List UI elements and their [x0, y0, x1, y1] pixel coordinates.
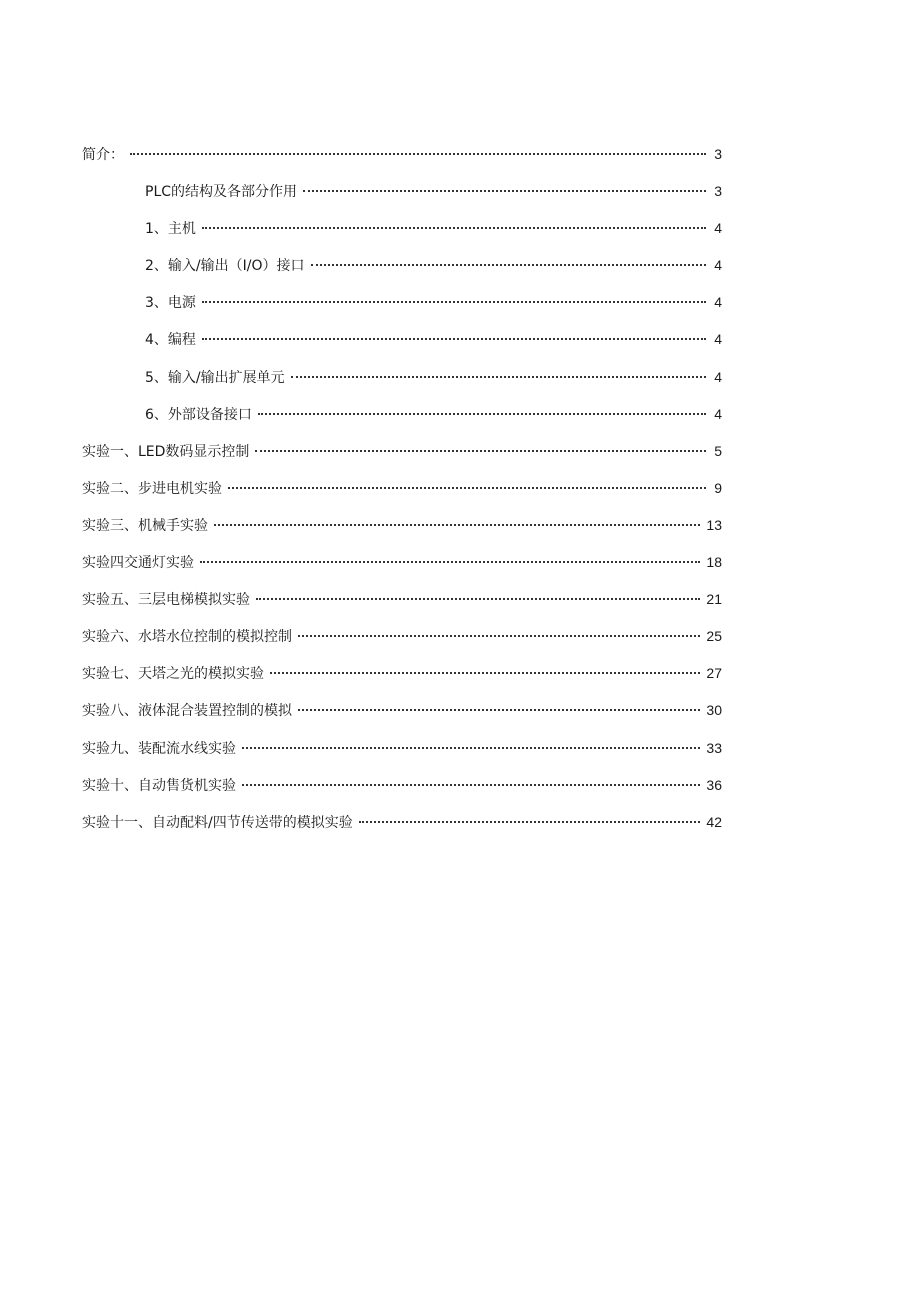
- toc-entry-title: 实验二、步进电机实验: [82, 480, 222, 497]
- toc-entry-page: 42: [706, 813, 722, 830]
- toc-entry-page: 25: [706, 628, 722, 645]
- toc-entry-page: 9: [714, 479, 722, 496]
- toc-entry-plc-structure[interactable]: [82, 179, 722, 216]
- toc-entry-experiment-7[interactable]: [82, 661, 722, 698]
- table-of-contents: [82, 142, 722, 847]
- toc-entry-title: 实验九、装配流水线实验: [82, 740, 236, 757]
- toc-entry-page: 36: [706, 776, 722, 793]
- dot-leader: [303, 190, 706, 192]
- dot-leader: [270, 672, 700, 674]
- dot-leader: [311, 264, 707, 266]
- dot-leader: [291, 376, 706, 378]
- dot-leader: [130, 153, 706, 155]
- dot-leader: [258, 413, 706, 415]
- toc-entry-title: 4、编程: [145, 332, 196, 349]
- toc-entry-experiment-6[interactable]: [82, 624, 722, 661]
- toc-entry-io-interface[interactable]: [82, 253, 722, 290]
- toc-entry-page: 5: [714, 442, 722, 459]
- toc-entry-title: 实验七、天塔之光的模拟实验: [82, 666, 264, 683]
- dot-leader: [202, 338, 706, 340]
- dot-leader: [228, 487, 706, 489]
- toc-entry-page: 4: [714, 368, 722, 385]
- toc-entry-io-expansion[interactable]: [82, 365, 722, 402]
- toc-entry-intro[interactable]: [82, 142, 722, 179]
- toc-entry-experiment-5[interactable]: [82, 587, 722, 624]
- toc-entry-title: 3、电源: [145, 295, 196, 312]
- toc-entry-title: 1、主机: [145, 221, 196, 238]
- toc-entry-title: 实验一、LED数码显示控制: [82, 443, 250, 460]
- toc-entry-title: 5、输入/输出扩展单元: [145, 369, 285, 386]
- toc-entry-experiment-1[interactable]: [82, 439, 722, 476]
- toc-entry-page: 27: [706, 665, 722, 682]
- dot-leader: [256, 598, 700, 600]
- toc-entry-experiment-10[interactable]: [82, 773, 722, 810]
- dot-leader: [200, 561, 700, 563]
- toc-entry-title: 实验八、液体混合装置控制的模拟: [82, 703, 292, 720]
- toc-entry-page: 3: [714, 183, 722, 200]
- toc-entry-page: 4: [714, 220, 722, 237]
- dot-leader: [298, 635, 700, 637]
- toc-entry-title: 实验五、三层电梯模拟实验: [82, 592, 250, 609]
- toc-entry-experiment-3[interactable]: [82, 513, 722, 550]
- toc-entry-page: 4: [714, 294, 722, 311]
- toc-entry-page: 4: [714, 331, 722, 348]
- toc-entry-title: 简介：: [82, 147, 124, 163]
- dot-leader: [242, 784, 700, 786]
- toc-entry-page: 21: [706, 591, 722, 608]
- toc-entry-experiment-9[interactable]: [82, 736, 722, 773]
- toc-entry-experiment-2[interactable]: [82, 476, 722, 513]
- toc-entry-experiment-11[interactable]: [82, 810, 722, 847]
- toc-entry-experiment-4[interactable]: [82, 550, 722, 587]
- toc-entry-title: 实验三、机械手实验: [82, 517, 208, 534]
- toc-entry-page: 13: [706, 516, 722, 533]
- toc-entry-title: 6、外部设备接口: [145, 406, 252, 423]
- dot-leader: [242, 747, 700, 749]
- dot-leader: [214, 524, 700, 526]
- dot-leader: [298, 709, 700, 711]
- dot-leader: [255, 450, 706, 452]
- toc-entry-page: 33: [706, 739, 722, 756]
- dot-leader: [359, 821, 701, 823]
- toc-entry-page: 18: [706, 554, 722, 571]
- toc-entry-host[interactable]: [82, 216, 722, 253]
- toc-entry-programming[interactable]: [82, 327, 722, 364]
- dot-leader: [202, 301, 706, 303]
- toc-entry-external-interface[interactable]: [82, 402, 722, 439]
- toc-entry-page: 4: [714, 405, 722, 422]
- toc-entry-title: 实验六、水塔水位控制的模拟控制: [82, 629, 292, 646]
- dot-leader: [202, 227, 706, 229]
- toc-entry-page: 3: [714, 146, 722, 162]
- toc-entry-experiment-8[interactable]: [82, 698, 722, 735]
- toc-entry-title: 实验四交通灯实验: [82, 555, 194, 572]
- toc-entry-page: 30: [706, 702, 722, 719]
- toc-entry-page: 4: [714, 257, 722, 274]
- toc-entry-title: PLC的结构及各部分作用: [145, 184, 298, 201]
- toc-entry-title: 实验十一、自动配料/四节传送带的模拟实验: [82, 814, 353, 831]
- toc-entry-title: 实验十、自动售货机实验: [82, 777, 236, 794]
- toc-entry-power[interactable]: [82, 290, 722, 327]
- toc-entry-title: 2、输入/输出（I/O）接口: [145, 258, 305, 275]
